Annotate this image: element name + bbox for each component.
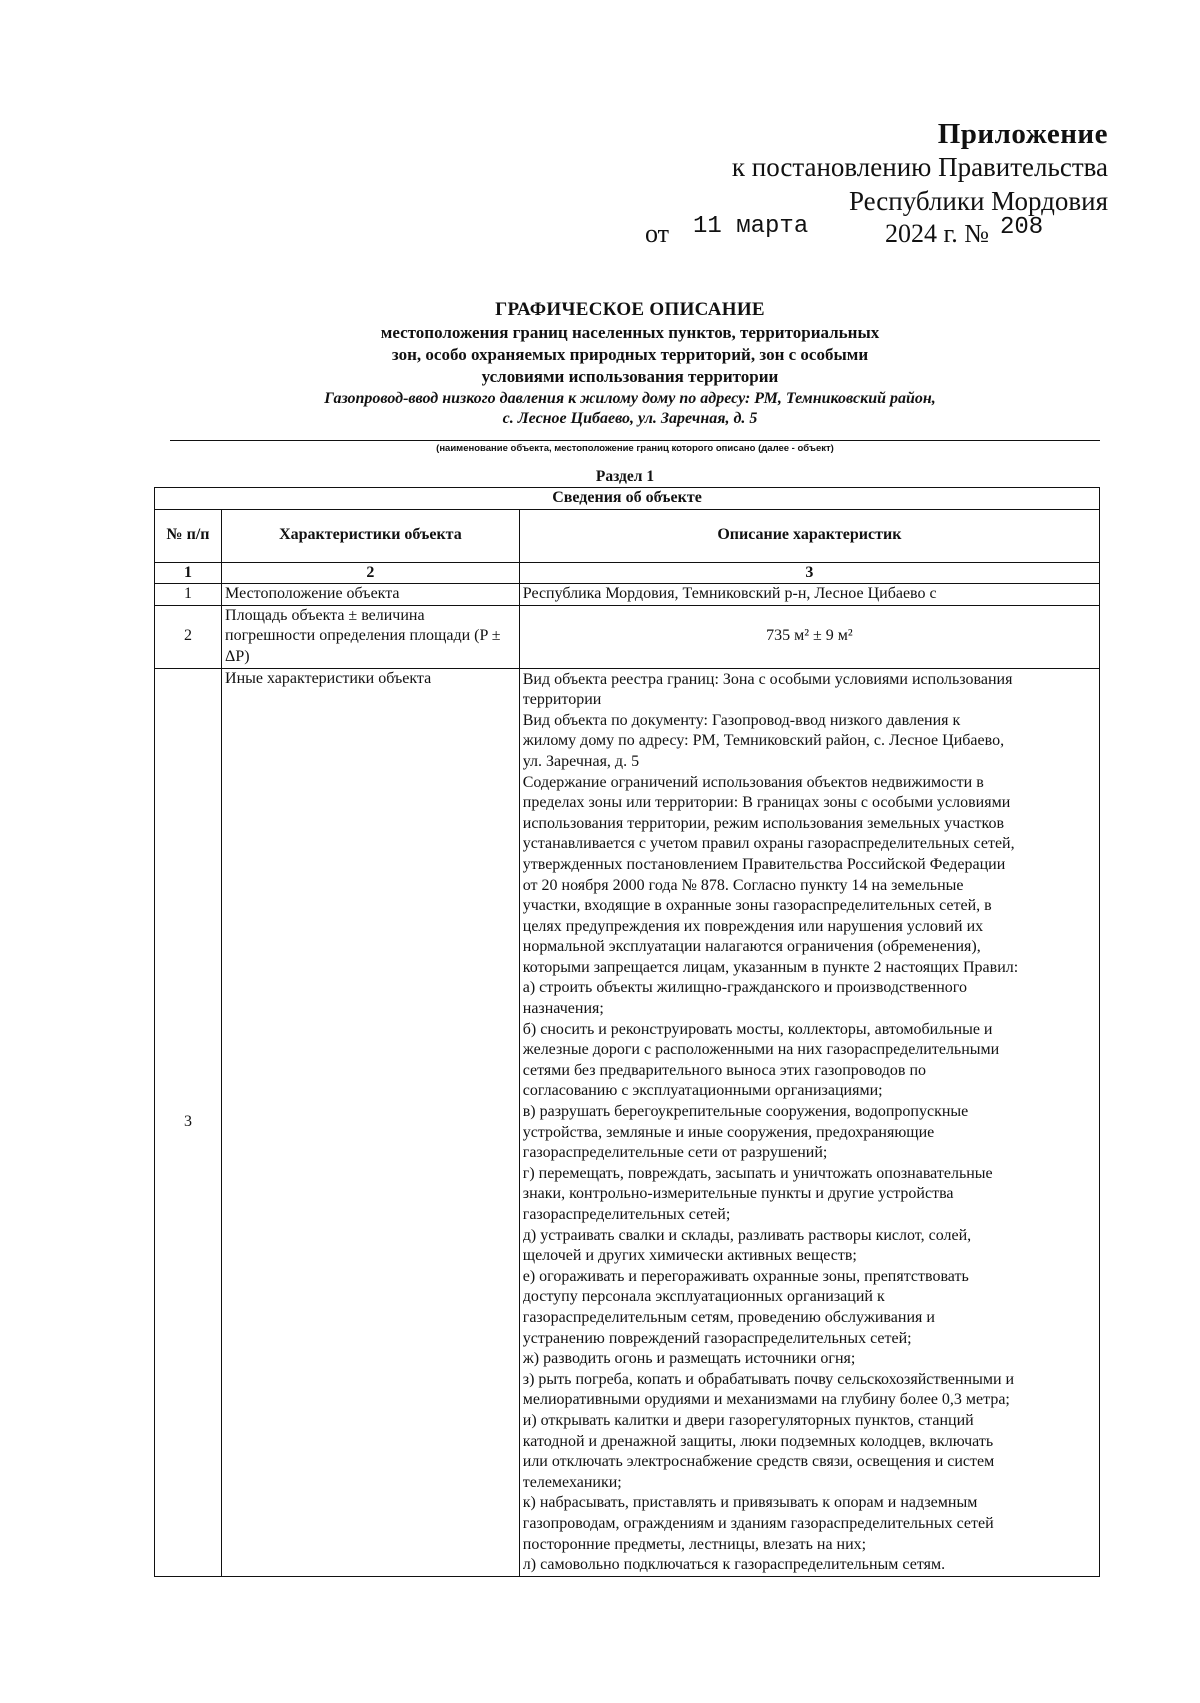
table-row (155, 584, 1100, 606)
description-line: телемеханики; (522, 1473, 622, 1491)
appendix-header (588, 118, 1108, 218)
row-2-characteristic: Площадь объекта ± величина погрешности определения площади (P ± ΔP) (222, 605, 520, 668)
description-line: пределах зоны или территории: В границах зоны с особыми условиями (522, 794, 1011, 812)
description-line: г) перемещать, повреждать, засыпать и уничтожать опознавательные (522, 1164, 993, 1182)
description-line: мелиоративными орудиями и механизмами на глубину более 0,3 метра; (522, 1391, 1010, 1409)
description-line: посторонние предметы, лестницы, влезать на них; (522, 1535, 867, 1553)
description-line: целях предупреждения их повреждения или нарушения условий их (522, 917, 984, 935)
description-line: устранению повреждений газораспределительных сетей; (522, 1329, 912, 1347)
description-line: Вид объекта реестра границ: Зона с особыми условиями использования (522, 670, 1013, 688)
table-row (155, 668, 1100, 1576)
header-characteristic: Характеристики объекта (222, 509, 520, 562)
description-line: или отключать электроснабжение средств связи, освещения и систем (522, 1453, 995, 1471)
description-line: доступу персонала эксплуатационных организаций к (522, 1288, 885, 1306)
description-line: знаки, контрольно-измерительные пункты и другие устройства (522, 1185, 954, 1203)
table-caption: Сведения об объекте (155, 488, 1100, 510)
description-line: газораспределительным сетям, проведению обслуживания и (522, 1308, 935, 1326)
column-number-row (155, 562, 1100, 584)
description-line: газопроводам, ограждениям и зданиям газораспределительных сетей (522, 1514, 994, 1532)
row-1-characteristic: Местоположение объекта (222, 584, 520, 606)
object-name-underline (170, 440, 1100, 441)
object-caption: (наименование объекта, местоположение границ которого описано (далее - объект) (436, 443, 834, 454)
description-line: к) набрасывать, приставлять и привязывать к опорам и надземным (522, 1494, 978, 1512)
description-line: в) разрушать берегоукрепительные сооружения, водопропускные (522, 1103, 969, 1121)
row-1-num: 1 (155, 584, 222, 606)
appendix-line-1: к постановлению Правительства (731, 152, 1108, 182)
description-line: щелочей и других химически активных веществ; (522, 1247, 857, 1265)
row-3-description (519, 668, 1099, 1576)
description-line: е) огораживать и перегораживать охранные зоны, препятствовать (522, 1267, 969, 1285)
description-line: газораспределительные сети от разрушений; (522, 1144, 828, 1162)
col-number-3: 3 (519, 562, 1099, 584)
col-number-2: 2 (222, 562, 520, 584)
row-2-description: 735 м² ± 9 м² (519, 605, 1099, 668)
description-line: ул. Заречная, д. 5 (522, 752, 640, 770)
description-line: которыми запрещается лицам, указанным в пункте 2 настоящих Правил: (522, 958, 1019, 976)
row-2-num: 2 (155, 605, 222, 668)
description-line: д) устраивать свалки и склады, разливать растворы кислот, солей, (522, 1226, 972, 1244)
description-line: использования территории, режим использования земельных участков (522, 814, 1005, 832)
section-title: Раздел 1 (595, 468, 655, 485)
description-line: газораспределительных сетей; (522, 1206, 731, 1223)
object-info-table (154, 487, 1100, 1577)
description-line: жилому дому по адресу: РМ, Темниковский район, с. Лесное Цибаево, (522, 732, 1005, 750)
appendix-title: Приложение (937, 118, 1108, 150)
description-line: и) открывать калитки и двери газорегуляторных пунктов, станций (522, 1411, 974, 1429)
description-line: а) строить объекты жилищно-гражданского и производственного (522, 979, 967, 997)
row-1-description: Республика Мордовия, Темниковский р-н, Лесное Цибаево с (519, 584, 1099, 606)
description-line: от 20 ноября 2000 года № 878. Согласно пункту 14 на земельные (522, 876, 964, 894)
decree-number: 208 (1000, 214, 1044, 241)
description-line: ж) разводить огонь и размещать источники огня; (522, 1350, 856, 1368)
appendix-line-2: Республики Мордовия (848, 186, 1108, 216)
document-subtitle-2: зон, особо охраняемых природных территорий, зон с особыми (391, 345, 869, 364)
description-line: катодной и дренажной защиты, люки подземных колодцев, включать (522, 1432, 994, 1450)
description-line: сетями без предварительного выноса этих газопроводов по (522, 1061, 927, 1079)
description-line: Содержание ограничений использования объектов недвижимости в (522, 773, 984, 791)
object-name-1: Газопровод-ввод низкого давления к жилому дому по адресу: РМ, Темниковский район, (324, 390, 936, 407)
description-line: согласованию с эксплуатационными организациями; (522, 1082, 883, 1100)
document-title-block (160, 298, 1100, 429)
decree-date-line (645, 213, 1065, 247)
row-3-characteristic: Иные характеристики объекта (222, 668, 520, 1576)
description-line: устройства, земляные и иные сооружения, предохраняющие (522, 1123, 935, 1141)
header-num: № п/п (155, 509, 222, 562)
description-line: участки, входящие в охранные зоны газораспределительных сетей, в (522, 897, 992, 915)
description-line: назначения; (522, 1000, 604, 1018)
document-subtitle-1: местоположения границ населенных пунктов, территориальных (380, 323, 880, 342)
header-description: Описание характеристик (519, 509, 1099, 562)
col-number-1: 1 (155, 562, 222, 584)
row-3-num: 3 (155, 668, 222, 1576)
table-caption-row (155, 488, 1100, 510)
description-line: устанавливается с учетом правил охраны газораспределительных сетей, (522, 835, 1015, 853)
document-title: ГРАФИЧЕСКОЕ ОПИСАНИЕ (495, 299, 765, 320)
description-line: з) рыть погреба, копать и обрабатывать почву сельскохозяйственными и (522, 1370, 1015, 1388)
date-year: 2024 г. № (885, 219, 990, 248)
document-subtitle-3: условиями использования территории (481, 367, 779, 386)
object-name-2: с. Лесное Цибаево, ул. Заречная, д. 5 (502, 410, 758, 427)
description-line: Вид объекта по документу: Газопровод-ввод низкого давления к (522, 711, 961, 729)
description-line: л) самовольно подключаться к газораспределительным сетям. (522, 1556, 946, 1574)
table-header-row (155, 509, 1100, 562)
description-line: нормальной эксплуатации налагаются ограничения (обременения), (522, 938, 981, 956)
table-row (155, 605, 1100, 668)
description-line: территории (522, 691, 602, 709)
description-line: утвержденных постановлением Правительства Российской Федерации (522, 855, 1006, 873)
date-day: 11 марта (693, 213, 809, 240)
description-line: железные дороги с расположенными на них газораспределительными (522, 1041, 1000, 1059)
date-prefix: от (645, 219, 670, 248)
description-line: б) сносить и реконструировать мосты, коллекторы, автомобильные и (522, 1020, 993, 1038)
